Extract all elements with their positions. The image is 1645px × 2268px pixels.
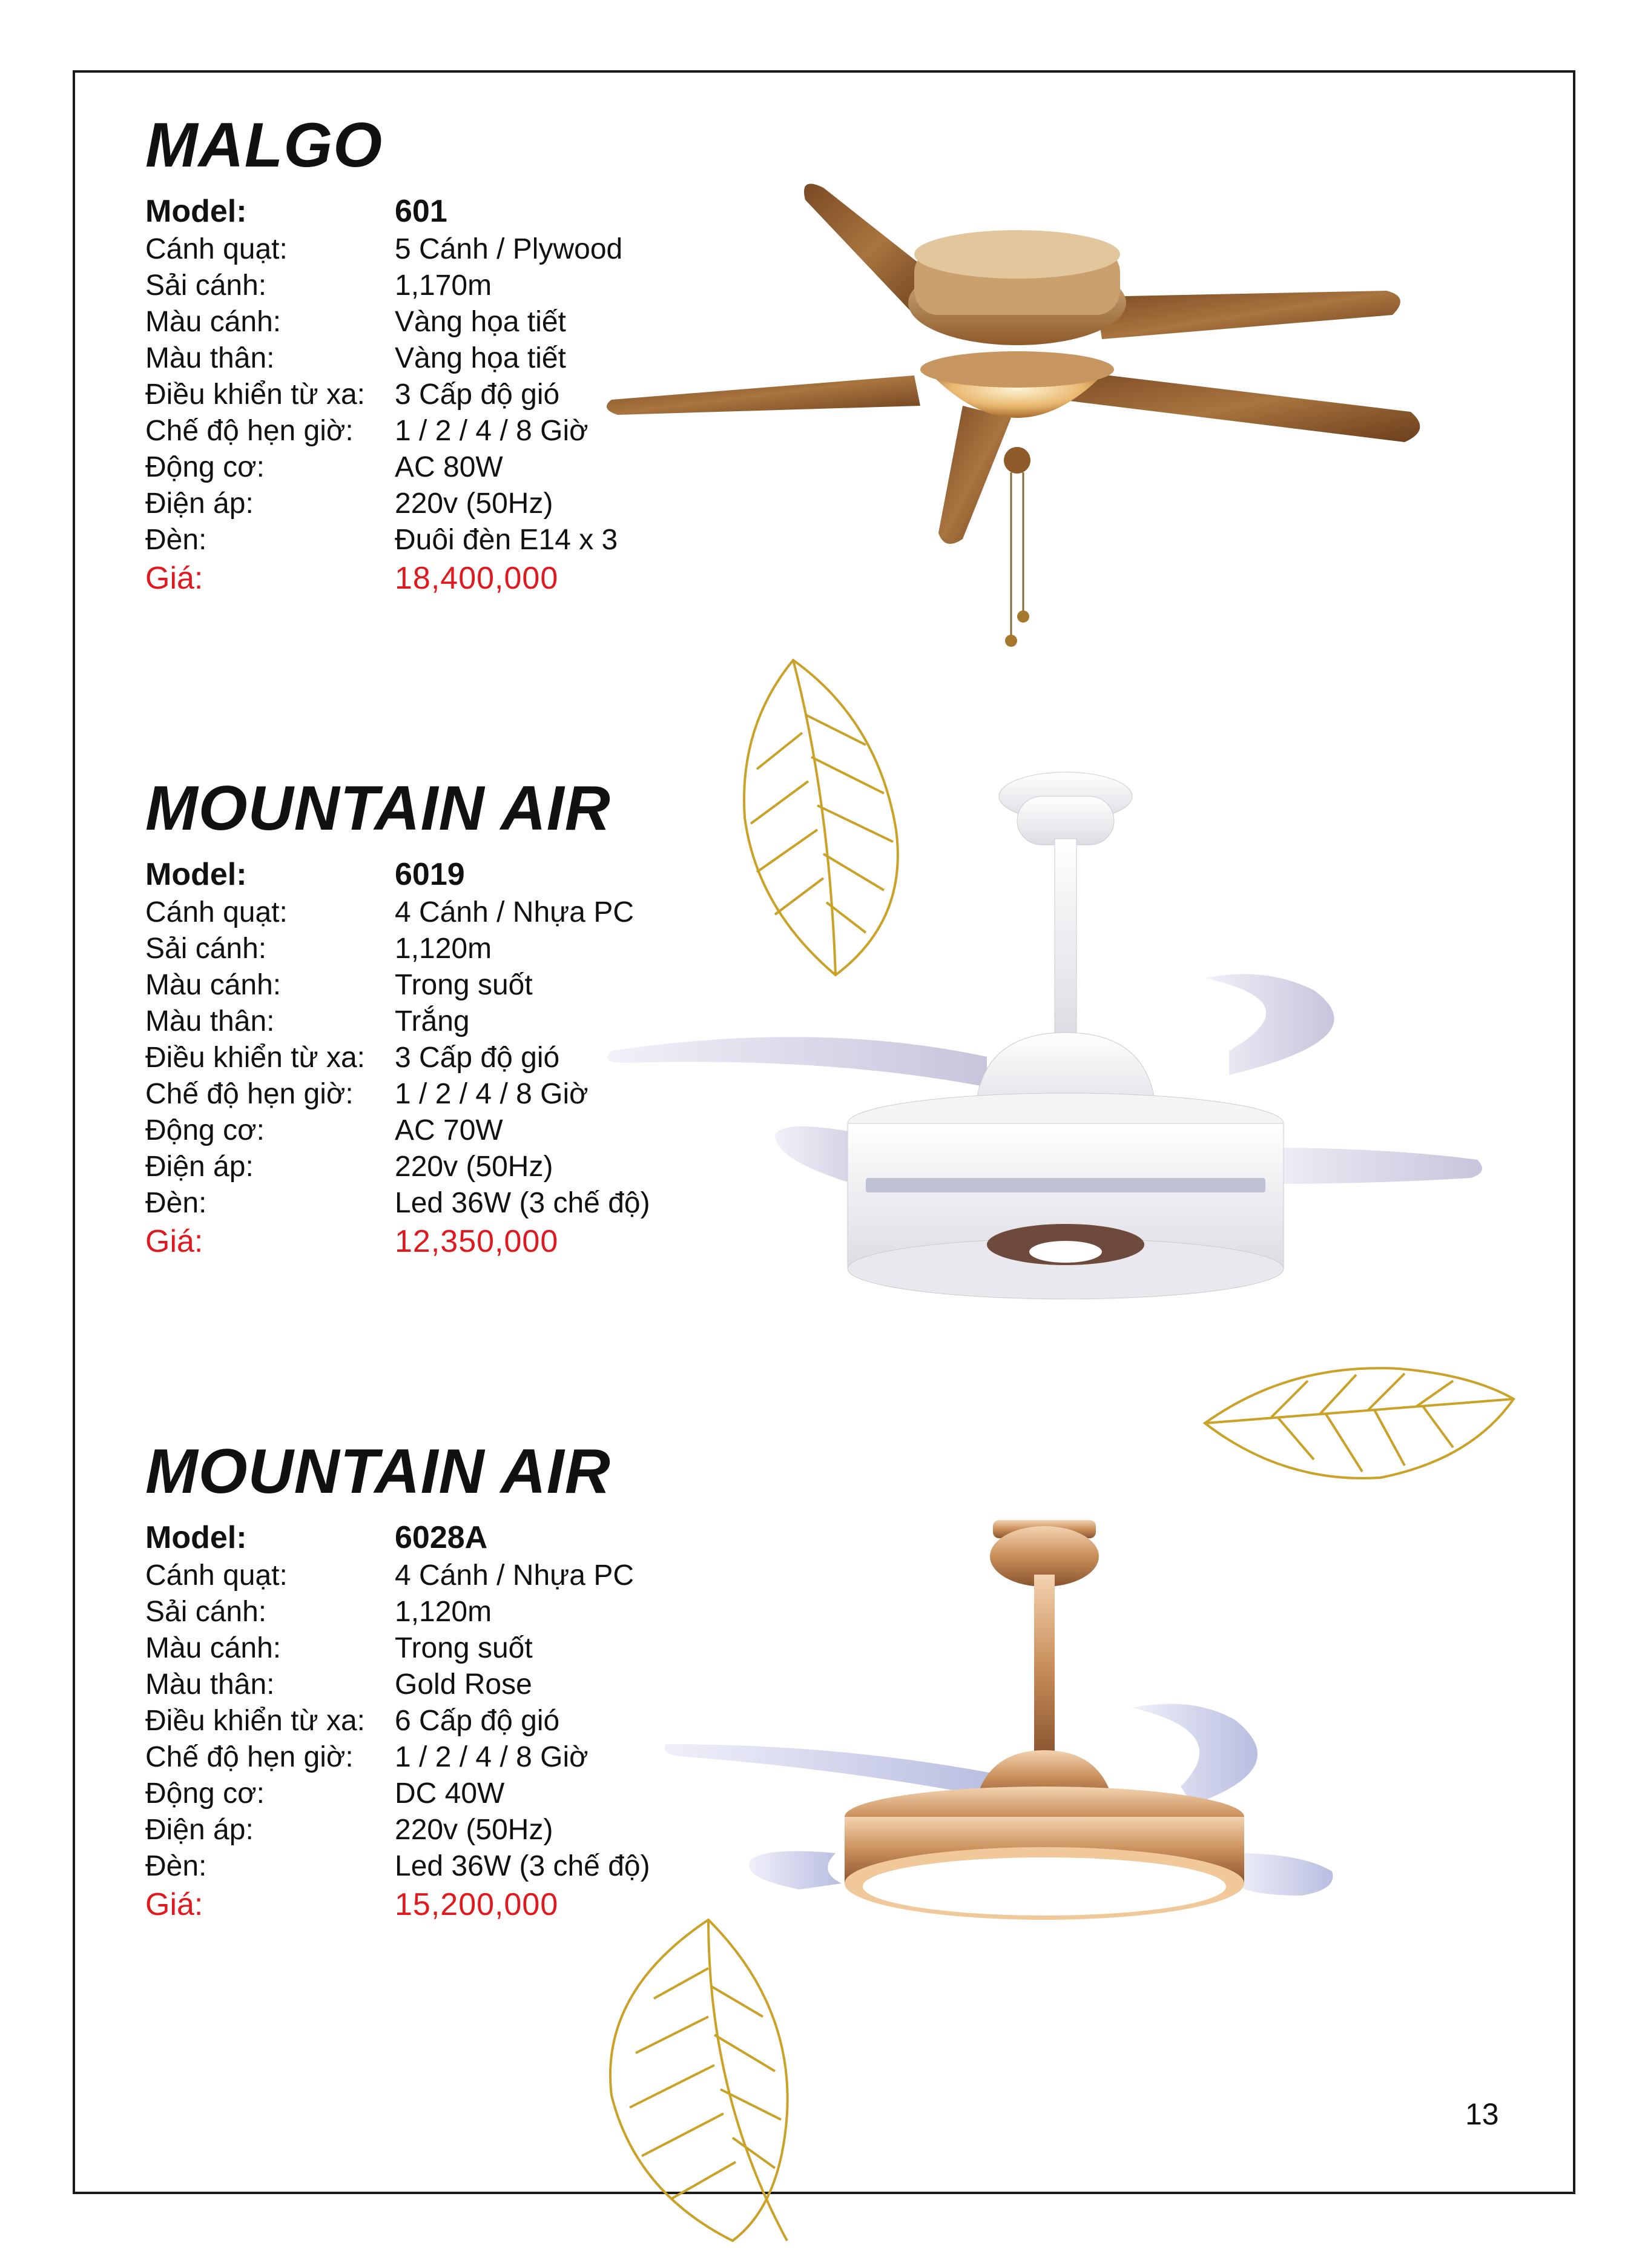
product-brand: MOUNTAIN AIR: [145, 1437, 611, 1507]
price-label: Giá:: [145, 1224, 203, 1259]
spec-value: AC 70W: [395, 1114, 503, 1146]
spec-value: 220v (50Hz): [395, 1151, 553, 1183]
price-value: 15,200,000: [395, 1887, 559, 1922]
spec-value: 1,120m: [395, 1596, 492, 1628]
spec-label: Đèn:: [145, 524, 207, 556]
gold-leaf-icon: [587, 1914, 817, 2253]
model-value: 6028A: [395, 1520, 488, 1555]
spec-value: Trong suốt: [395, 1632, 533, 1664]
model-label: Model:: [145, 194, 247, 229]
spec-label: Sải cánh:: [145, 1596, 267, 1628]
spec-label: Điện áp:: [145, 1814, 254, 1846]
spec-value: DC 40W: [395, 1777, 505, 1810]
ceiling-fan-rose-gold-retractable-icon: [660, 1514, 1338, 1974]
gold-leaf-icon: [1199, 1357, 1526, 1490]
spec-value: Trắng: [395, 1005, 470, 1037]
ceiling-fan-white-retractable-icon: [599, 760, 1489, 1317]
spec-label: Điện áp:: [145, 488, 254, 520]
spec-value: Vàng họa tiết: [395, 342, 566, 374]
spec-value: Đuôi đèn E14 x 3: [395, 524, 618, 556]
spec-label: Cánh quạt:: [145, 896, 288, 928]
spec-value: 6 Cấp độ gió: [395, 1705, 560, 1737]
spec-value: 1 / 2 / 4 / 8 Giờ: [395, 415, 588, 447]
spec-label: Điện áp:: [145, 1151, 254, 1183]
spec-label: Điều khiển từ xa:: [145, 379, 365, 411]
price-value: 12,350,000: [395, 1224, 559, 1259]
ceiling-fan-wood-icon: [599, 176, 1435, 684]
spec-value: Trong suốt: [395, 969, 533, 1001]
spec-value: 4 Cánh / Nhựa PC: [395, 896, 634, 928]
spec-value: 220v (50Hz): [395, 488, 553, 520]
model-value: 601: [395, 194, 447, 229]
spec-label: Đèn:: [145, 1850, 207, 1882]
spec-label: Màu thân:: [145, 1668, 275, 1701]
page-number: 13: [1465, 2097, 1499, 2131]
spec-label: Sải cánh:: [145, 933, 267, 965]
spec-label: Động cơ:: [145, 1777, 265, 1810]
spec-value: 1,170m: [395, 269, 492, 302]
spec-label: Chế độ hẹn giờ:: [145, 1741, 354, 1773]
spec-label: Màu cánh:: [145, 1632, 282, 1664]
model-label: Model:: [145, 857, 247, 892]
spec-label: Đèn:: [145, 1187, 207, 1219]
spec-value: 220v (50Hz): [395, 1814, 553, 1846]
spec-value: Led 36W (3 chế độ): [395, 1187, 650, 1219]
spec-value: 3 Cấp độ gió: [395, 379, 560, 411]
spec-label: Cánh quạt:: [145, 233, 288, 265]
price-label: Giá:: [145, 561, 203, 596]
product-brand: MOUNTAIN AIR: [145, 773, 611, 844]
spec-value: 5 Cánh / Plywood: [395, 233, 623, 265]
spec-value: AC 80W: [395, 451, 503, 483]
spec-label: Màu cánh:: [145, 306, 282, 338]
spec-label: Động cơ:: [145, 1114, 265, 1146]
spec-label: Động cơ:: [145, 451, 265, 483]
spec-value: 1 / 2 / 4 / 8 Giờ: [395, 1078, 588, 1110]
price-label: Giá:: [145, 1887, 203, 1922]
spec-value: Vàng họa tiết: [395, 306, 566, 338]
spec-value: 1 / 2 / 4 / 8 Giờ: [395, 1741, 588, 1773]
spec-label: Sải cánh:: [145, 269, 267, 302]
price-value: 18,400,000: [395, 561, 559, 596]
spec-label: Chế độ hẹn giờ:: [145, 1078, 354, 1110]
spec-label: Màu thân:: [145, 1005, 275, 1037]
spec-label: Cánh quạt:: [145, 1559, 288, 1592]
spec-value: Led 36W (3 chế độ): [395, 1850, 650, 1882]
spec-label: Điều khiển từ xa:: [145, 1705, 365, 1737]
spec-label: Màu cánh:: [145, 969, 282, 1001]
product-brand: MALGO: [145, 110, 383, 180]
spec-label: Điều khiển từ xa:: [145, 1042, 365, 1074]
spec-value: 1,120m: [395, 933, 492, 965]
model-label: Model:: [145, 1520, 247, 1555]
model-value: 6019: [395, 857, 465, 892]
spec-value: 3 Cấp độ gió: [395, 1042, 560, 1074]
spec-value: Gold Rose: [395, 1668, 532, 1701]
spec-value: 4 Cánh / Nhựa PC: [395, 1559, 634, 1592]
spec-label: Chế độ hẹn giờ:: [145, 415, 354, 447]
spec-label: Màu thân:: [145, 342, 275, 374]
